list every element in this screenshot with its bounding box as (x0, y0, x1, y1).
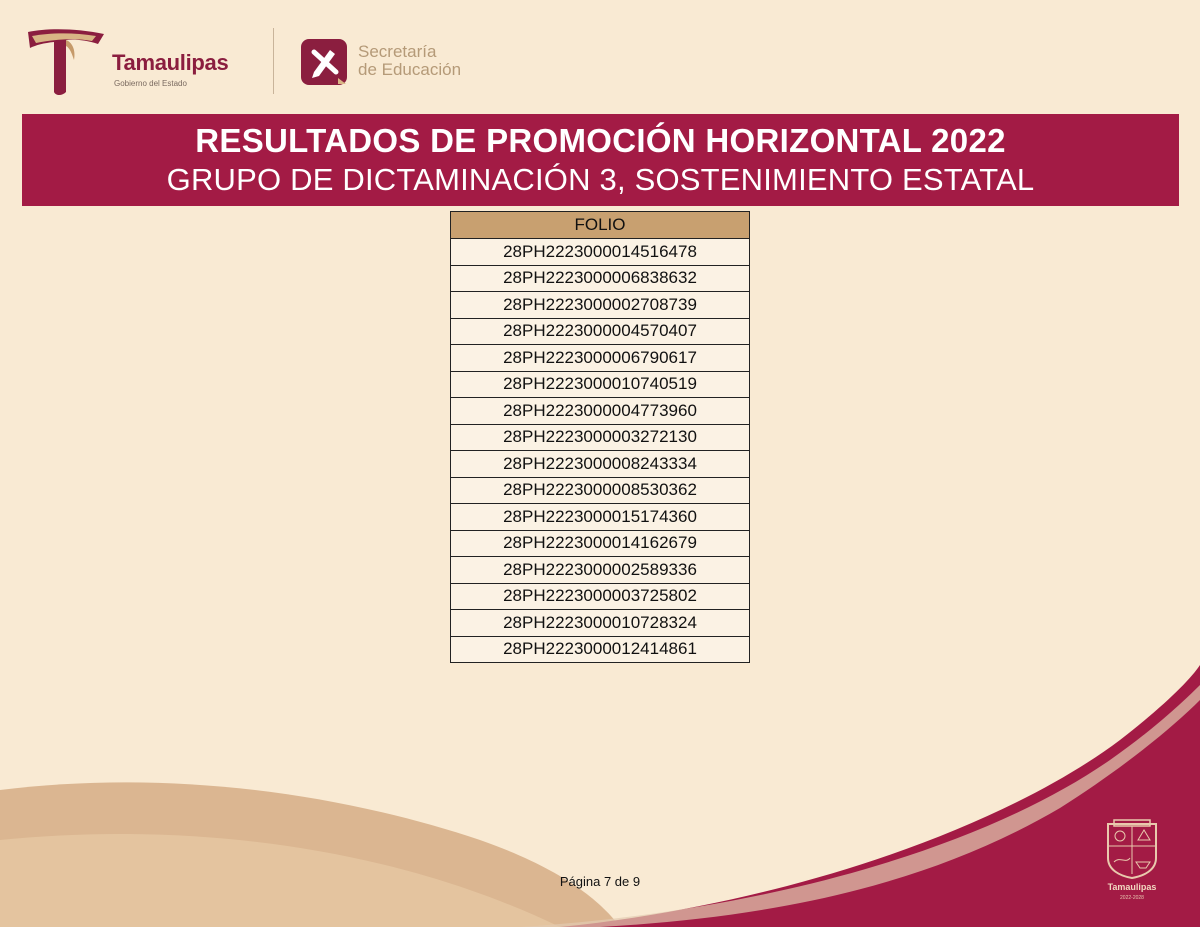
folio-cell: 28PH2223000012414861 (451, 636, 750, 663)
secretaria-line2: de Educación (358, 60, 462, 79)
state-seal (1100, 818, 1164, 908)
folio-cell: 28PH2223000003725802 (451, 583, 750, 610)
secretaria-logo (300, 38, 480, 88)
folio-cell: 28PH2223000004773960 (451, 398, 750, 425)
table-row (451, 504, 750, 531)
brand-subtitle: Gobierno del Estado (114, 79, 187, 88)
folio-cell: 28PH2223000002708739 (451, 292, 750, 319)
folio-cell: 28PH2223000010740519 (451, 371, 750, 398)
folio-cell: 28PH2223000006838632 (451, 265, 750, 292)
table-row (451, 345, 750, 372)
folio-cell: 28PH2223000015174360 (451, 504, 750, 531)
table-row (451, 477, 750, 504)
table-row (451, 451, 750, 478)
folio-cell: 28PH2223000014516478 (451, 239, 750, 266)
table-row (451, 610, 750, 637)
tamaulipas-logo (26, 26, 266, 98)
table-row (451, 265, 750, 292)
folio-cell: 28PH2223000008530362 (451, 477, 750, 504)
folio-cell: 28PH2223000008243334 (451, 451, 750, 478)
table-row (451, 557, 750, 584)
folio-cell: 28PH2223000004570407 (451, 318, 750, 345)
table-row (451, 583, 750, 610)
table-row (451, 530, 750, 557)
folio-cell: 28PH2223000002589336 (451, 557, 750, 584)
table-row (451, 398, 750, 425)
column-header-folio: FOLIO (451, 212, 750, 239)
seal-label: Tamaulipas (1107, 882, 1157, 892)
table-row (451, 371, 750, 398)
table-row (451, 424, 750, 451)
secretaria-line1: Secretaría (358, 42, 437, 61)
table-row (451, 292, 750, 319)
folio-cell: 28PH2223000006790617 (451, 345, 750, 372)
folio-cell: 28PH2223000014162679 (451, 530, 750, 557)
coat-of-arms-icon (1100, 818, 1164, 880)
folio-table (450, 211, 750, 663)
table-header-row (451, 212, 750, 239)
page-title: RESULTADOS DE PROMOCIÓN HORIZONTAL 2022 (195, 122, 1006, 159)
table-row (451, 318, 750, 345)
table-row (451, 239, 750, 266)
seal-years: 2022-2028 (1120, 895, 1144, 901)
pencil-ruler-icon (300, 38, 348, 86)
brand-name: Tamaulipas (112, 50, 229, 75)
page-subtitle: GRUPO DE DICTAMINACIÓN 3, SOSTENIMIENTO ESTATAL (166, 162, 1035, 197)
title-banner (22, 114, 1179, 206)
table-row (451, 636, 750, 663)
folio-cell: 28PH2223000010728324 (451, 610, 750, 637)
tamaulipas-t-icon (26, 26, 106, 98)
folio-cell: 28PH2223000003272130 (451, 424, 750, 451)
page-number: Página 7 de 9 (559, 874, 641, 889)
logo-divider (273, 28, 274, 94)
